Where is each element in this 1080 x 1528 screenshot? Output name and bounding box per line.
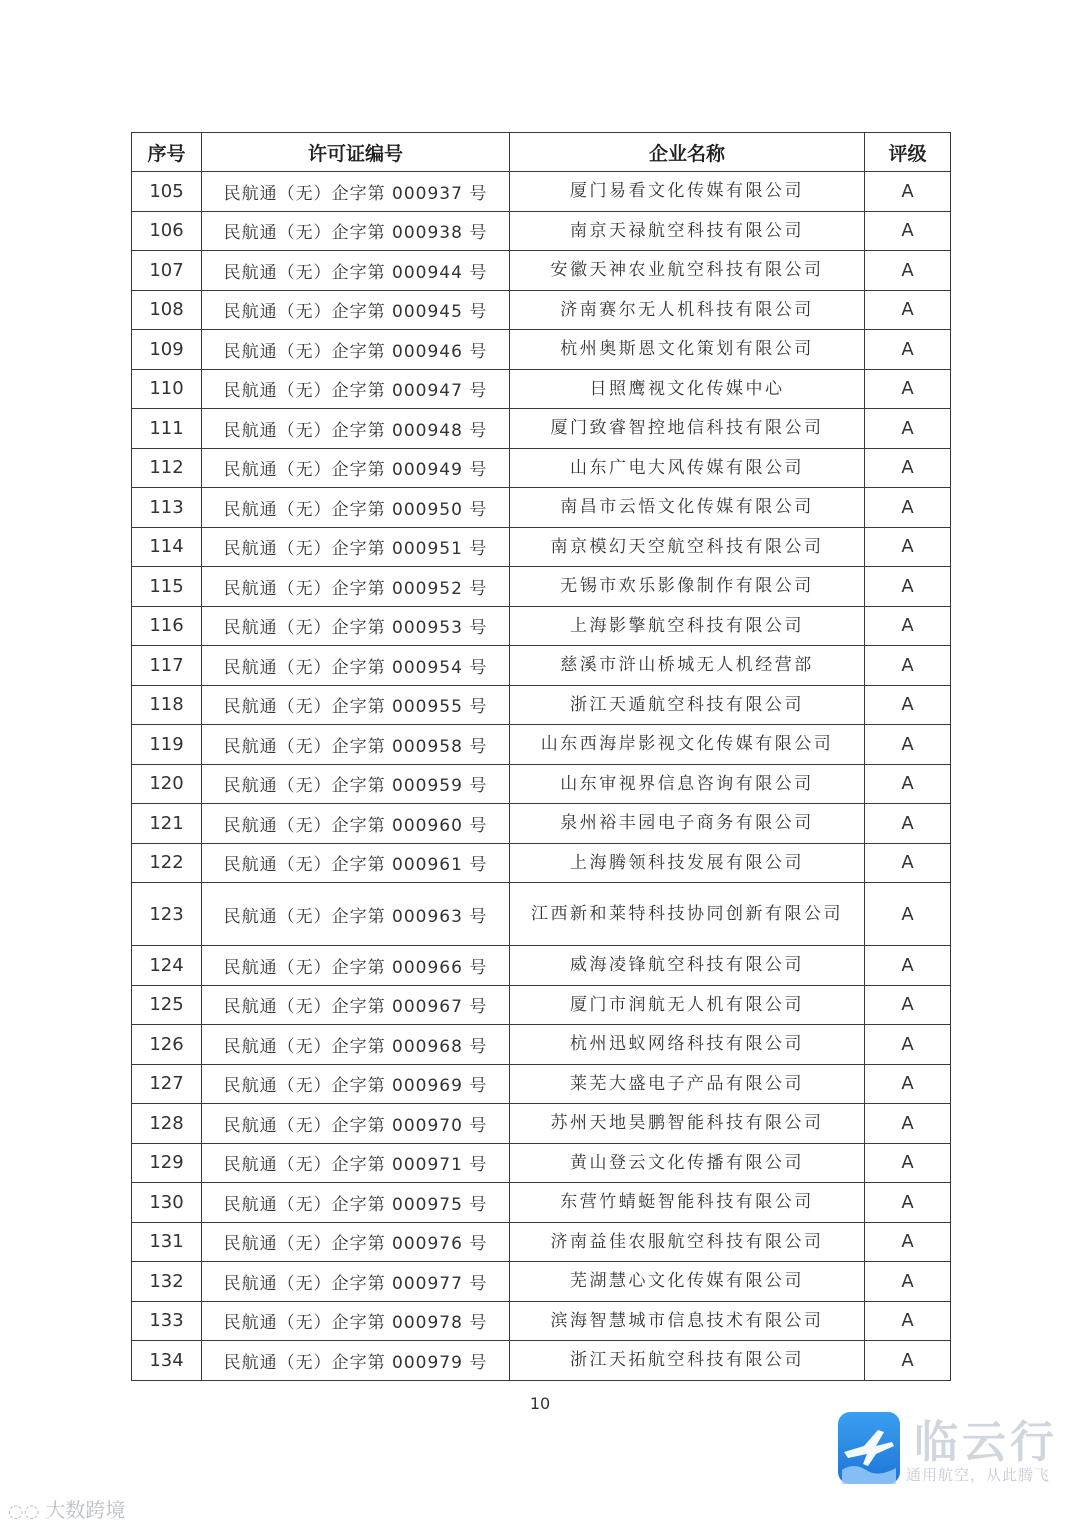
- cell-license-number: 民航通（无）企字第 000967 号: [202, 985, 510, 1025]
- cell-serial-number: 112: [132, 448, 202, 488]
- cell-company-name: 东营竹蜻蜓智能科技有限公司: [510, 1183, 865, 1223]
- table-row: [132, 1104, 951, 1144]
- cell-rating: A: [865, 764, 951, 804]
- cell-license-number: 民航通（无）企字第 000970 号: [202, 1104, 510, 1144]
- table-header-row: [132, 133, 951, 172]
- cell-license-number: 民航通（无）企字第 000953 号: [202, 606, 510, 646]
- cell-rating: A: [865, 488, 951, 528]
- cell-company-name: 厦门易看文化传媒有限公司: [510, 172, 865, 212]
- cell-license-number: 民航通（无）企字第 000950 号: [202, 488, 510, 528]
- cell-company-name: 南京模幻天空航空科技有限公司: [510, 527, 865, 567]
- cell-company-name: 威海凌锋航空科技有限公司: [510, 946, 865, 986]
- cell-license-number: 民航通（无）企字第 000977 号: [202, 1262, 510, 1302]
- cell-company-name: 无锡市欢乐影像制作有限公司: [510, 567, 865, 607]
- cell-rating: A: [865, 409, 951, 449]
- table-row: [132, 251, 951, 291]
- cell-serial-number: 123: [132, 883, 202, 946]
- cell-serial-number: 114: [132, 527, 202, 567]
- table-row: [132, 290, 951, 330]
- cell-serial-number: 117: [132, 646, 202, 686]
- table-row: [132, 1025, 951, 1065]
- cell-serial-number: 105: [132, 172, 202, 212]
- cell-serial-number: 108: [132, 290, 202, 330]
- cell-license-number: 民航通（无）企字第 000979 号: [202, 1341, 510, 1381]
- cell-company-name: 厦门致睿智控地信科技有限公司: [510, 409, 865, 449]
- airplane-icon: [838, 1412, 900, 1484]
- cell-serial-number: 121: [132, 804, 202, 844]
- table-row: [132, 1183, 951, 1223]
- cell-license-number: 民航通（无）企字第 000969 号: [202, 1064, 510, 1104]
- cell-rating: A: [865, 1183, 951, 1223]
- cell-serial-number: 129: [132, 1143, 202, 1183]
- cell-serial-number: 128: [132, 1104, 202, 1144]
- cell-license-number: 民航通（无）企字第 000949 号: [202, 448, 510, 488]
- page-number: 10: [529, 1394, 551, 1413]
- table-row: [132, 1143, 951, 1183]
- cell-license-number: 民航通（无）企字第 000945 号: [202, 290, 510, 330]
- cell-rating: A: [865, 685, 951, 725]
- cell-license-number: 民航通（无）企字第 000955 号: [202, 685, 510, 725]
- cell-rating: A: [865, 527, 951, 567]
- cell-license-number: 民航通（无）企字第 000971 号: [202, 1143, 510, 1183]
- cell-license-number: 民航通（无）企字第 000944 号: [202, 251, 510, 291]
- cell-rating: A: [865, 1301, 951, 1341]
- table-row: [132, 764, 951, 804]
- cell-company-name: 泉州裕丰园电子商务有限公司: [510, 804, 865, 844]
- table-row: [132, 527, 951, 567]
- header-serial-number: 序号: [132, 133, 202, 172]
- cell-license-number: 民航通（无）企字第 000958 号: [202, 725, 510, 765]
- cell-license-number: 民航通（无）企字第 000954 号: [202, 646, 510, 686]
- cell-license-number: 民航通（无）企字第 000975 号: [202, 1183, 510, 1223]
- cell-rating: A: [865, 1222, 951, 1262]
- cell-company-name: 山东广电大风传媒有限公司: [510, 448, 865, 488]
- table-row: [132, 369, 951, 409]
- logo-title: 临云行: [914, 1417, 1058, 1468]
- cell-license-number: 民航通（无）企字第 000959 号: [202, 764, 510, 804]
- cell-rating: A: [865, 251, 951, 291]
- watermark: [8, 1494, 125, 1523]
- cell-license-number: 民航通（无）企字第 000961 号: [202, 843, 510, 883]
- cell-license-number: 民航通（无）企字第 000947 号: [202, 369, 510, 409]
- cell-rating: A: [865, 883, 951, 946]
- cell-serial-number: 116: [132, 606, 202, 646]
- cell-rating: A: [865, 646, 951, 686]
- cell-license-number: 民航通（无）企字第 000976 号: [202, 1222, 510, 1262]
- cell-company-name: 江西新和莱特科技协同创新有限公司: [510, 883, 865, 946]
- cell-rating: A: [865, 1262, 951, 1302]
- cell-company-name: 上海腾领科技发展有限公司: [510, 843, 865, 883]
- cell-serial-number: 134: [132, 1341, 202, 1381]
- table-row: [132, 946, 951, 986]
- cell-rating: A: [865, 1104, 951, 1144]
- watermark-text: 大数跨境: [45, 1498, 126, 1522]
- cell-rating: A: [865, 330, 951, 370]
- cell-company-name: 济南赛尔无人机科技有限公司: [510, 290, 865, 330]
- table-body: [132, 172, 951, 1381]
- cell-company-name: 南京天禄航空科技有限公司: [510, 211, 865, 251]
- cell-serial-number: 119: [132, 725, 202, 765]
- cell-company-name: 杭州迅蚁网络科技有限公司: [510, 1025, 865, 1065]
- cell-rating: A: [865, 725, 951, 765]
- cell-rating: A: [865, 946, 951, 986]
- cell-company-name: 济南益佳农服航空科技有限公司: [510, 1222, 865, 1262]
- cell-license-number: 民航通（无）企字第 000946 号: [202, 330, 510, 370]
- cell-serial-number: 109: [132, 330, 202, 370]
- logo-subtitle: 通用航空，从此腾飞: [906, 1466, 1051, 1484]
- header-company-name: 企业名称: [510, 133, 865, 172]
- cell-license-number: 民航通（无）企字第 000978 号: [202, 1301, 510, 1341]
- table-row: [132, 646, 951, 686]
- cell-license-number: 民航通（无）企字第 000963 号: [202, 883, 510, 946]
- cell-company-name: 山东审视界信息咨询有限公司: [510, 764, 865, 804]
- brand-logo: [838, 1410, 1060, 1494]
- cell-serial-number: 120: [132, 764, 202, 804]
- header-rating: 评级: [865, 133, 951, 172]
- cell-serial-number: 126: [132, 1025, 202, 1065]
- table-row: [132, 330, 951, 370]
- table-row: [132, 685, 951, 725]
- cell-serial-number: 113: [132, 488, 202, 528]
- cell-license-number: 民航通（无）企字第 000952 号: [202, 567, 510, 607]
- cell-license-number: 民航通（无）企字第 000966 号: [202, 946, 510, 986]
- cell-rating: A: [865, 1341, 951, 1381]
- cell-serial-number: 110: [132, 369, 202, 409]
- cell-serial-number: 133: [132, 1301, 202, 1341]
- table-row: [132, 211, 951, 251]
- cell-rating: A: [865, 448, 951, 488]
- table-row: [132, 883, 951, 946]
- cell-license-number: 民航通（无）企字第 000960 号: [202, 804, 510, 844]
- chat-bubble-icon: ◌◌: [8, 1501, 40, 1522]
- cell-company-name: 山东西海岸影视文化传媒有限公司: [510, 725, 865, 765]
- cell-rating: A: [865, 985, 951, 1025]
- cell-company-name: 浙江天遁航空科技有限公司: [510, 685, 865, 725]
- table-row: [132, 409, 951, 449]
- cell-rating: A: [865, 1143, 951, 1183]
- cell-serial-number: 111: [132, 409, 202, 449]
- cell-company-name: 杭州奥斯恩文化策划有限公司: [510, 330, 865, 370]
- table-row: [132, 488, 951, 528]
- cell-company-name: 浙江天拓航空科技有限公司: [510, 1341, 865, 1381]
- cell-company-name: 慈溪市浒山桥城无人机经营部: [510, 646, 865, 686]
- table-row: [132, 1064, 951, 1104]
- license-rating-table: [131, 132, 951, 1381]
- cell-company-name: 日照鹰视文化传媒中心: [510, 369, 865, 409]
- cell-company-name: 芜湖慧心文化传媒有限公司: [510, 1262, 865, 1302]
- cell-serial-number: 130: [132, 1183, 202, 1223]
- cell-company-name: 滨海智慧城市信息技术有限公司: [510, 1301, 865, 1341]
- table-row: [132, 804, 951, 844]
- cell-rating: A: [865, 567, 951, 607]
- table-row: [132, 172, 951, 212]
- cell-serial-number: 106: [132, 211, 202, 251]
- cell-serial-number: 127: [132, 1064, 202, 1104]
- cell-company-name: 上海影擎航空科技有限公司: [510, 606, 865, 646]
- cell-company-name: 安徽天神农业航空科技有限公司: [510, 251, 865, 291]
- table-row: [132, 1262, 951, 1302]
- cell-company-name: 厦门市润航无人机有限公司: [510, 985, 865, 1025]
- cell-company-name: 莱芜大盛电子产品有限公司: [510, 1064, 865, 1104]
- cell-license-number: 民航通（无）企字第 000937 号: [202, 172, 510, 212]
- table-row: [132, 567, 951, 607]
- cell-rating: A: [865, 1064, 951, 1104]
- cell-rating: A: [865, 211, 951, 251]
- cell-serial-number: 125: [132, 985, 202, 1025]
- table-row: [132, 1222, 951, 1262]
- cell-rating: A: [865, 606, 951, 646]
- cell-rating: A: [865, 1025, 951, 1065]
- cell-serial-number: 131: [132, 1222, 202, 1262]
- table-row: [132, 448, 951, 488]
- table-row: [132, 1301, 951, 1341]
- cell-company-name: 南昌市云悟文化传媒有限公司: [510, 488, 865, 528]
- cell-serial-number: 115: [132, 567, 202, 607]
- cell-rating: A: [865, 369, 951, 409]
- cell-license-number: 民航通（无）企字第 000948 号: [202, 409, 510, 449]
- cell-serial-number: 107: [132, 251, 202, 291]
- cell-serial-number: 122: [132, 843, 202, 883]
- cell-rating: A: [865, 172, 951, 212]
- cell-license-number: 民航通（无）企字第 000938 号: [202, 211, 510, 251]
- table-row: [132, 606, 951, 646]
- table-row: [132, 843, 951, 883]
- cell-company-name: 黄山登云文化传播有限公司: [510, 1143, 865, 1183]
- cell-rating: A: [865, 290, 951, 330]
- cell-rating: A: [865, 843, 951, 883]
- cell-serial-number: 132: [132, 1262, 202, 1302]
- cell-rating: A: [865, 804, 951, 844]
- cell-serial-number: 118: [132, 685, 202, 725]
- header-license-number: 许可证编号: [202, 133, 510, 172]
- cell-license-number: 民航通（无）企字第 000951 号: [202, 527, 510, 567]
- cell-serial-number: 124: [132, 946, 202, 986]
- cell-company-name: 苏州天地昊鹏智能科技有限公司: [510, 1104, 865, 1144]
- table-row: [132, 725, 951, 765]
- table-row: [132, 985, 951, 1025]
- cell-license-number: 民航通（无）企字第 000968 号: [202, 1025, 510, 1065]
- table-row: [132, 1341, 951, 1381]
